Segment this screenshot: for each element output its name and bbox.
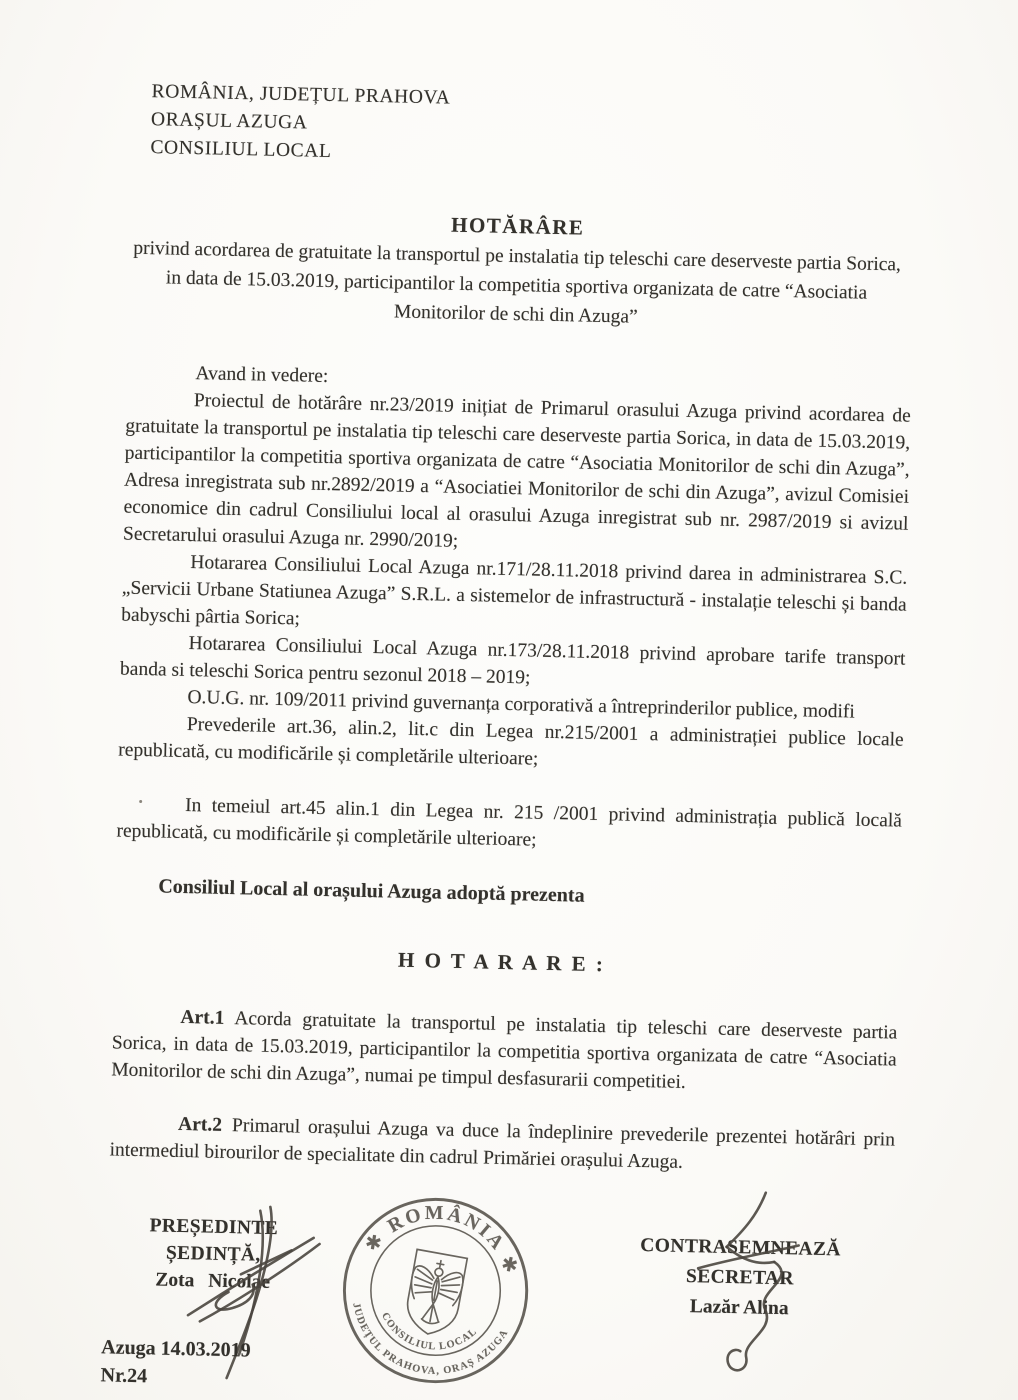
stamp-country-arc-text: ✱ ROMÂNIA ✱	[361, 1203, 522, 1279]
issuance-block	[100, 1333, 251, 1392]
preamble-paragraph-hcl-173: Hotararea Consiliului Local Azuga nr.173/28.11.2018 privind aprobare tarife transport banda si teleschi Sorica pentru sezonul 2018 – 2019;	[119, 633, 906, 689]
adoption-line: Consiliul Local al orașului Azuga adoptă prezenta	[158, 875, 585, 907]
article-2-label: Art.2	[177, 1113, 223, 1136]
subtitle-line-2: in data de 15.03.2019, participantilor la competitia sportiva organizata de catre “Asociatia	[165, 267, 868, 304]
article-1-label: Art.1	[180, 1006, 225, 1029]
issuing-authority-block	[150, 78, 1018, 181]
article-1	[111, 1002, 898, 1100]
article-2	[109, 1109, 895, 1180]
signature-section	[0, 1181, 1006, 1400]
subtitle-line-3: Monitorilor de schi din Azuga”	[393, 301, 638, 328]
legal-basis-paragraph: In temeiul art.45 alin.1 din Legea nr. 215 /2001 privind administrația publică locală republicată, cu modificările și completările ulterioare;	[116, 794, 903, 851]
scan-speck	[139, 800, 142, 803]
president-name: Zota Nicolae	[155, 1269, 271, 1293]
issue-place-date: Azuga 14.03.2019	[101, 1336, 251, 1362]
document-title: HOTĂRÂRE	[450, 212, 585, 240]
preamble-paragraph-project: Proiectul de hotărâre nr.23/2019 inițiat de Primarul orasului Azuga privind acordarea de gratuitate la transportul pe instalatia tip teleschi care deserveste partia Sorica, in data de 15.03.2019, participantilor la competitia sportiva organizata de catre “Asociatia Monitorilor de schi din Azuga”, Adresa inregistrata sub nr.2892/2019 a “Asociatiei Monitorilor de schi din Azuga”, avizul Comisiei economice din cadrul Consiliului local al orasului Azuga inregistrat sub nr. 2987/2019 si avizul Secretarului orasului Azuga nr. 2990/2019;	[122, 390, 911, 552]
secretary-handwritten-signature	[684, 1188, 808, 1389]
article-1-text: Acorda gratuitate la transportul pe instalatia tip teleschi care deserveste partia Sorica, in data de 15.03.2019, participantilor la competitia sportiva organizata de catre “Asociatia Monitorilor de schi din Azuga”, numai pe timpul desfasurarii competitiei.	[111, 1008, 898, 1093]
issue-number: Nr.24	[100, 1364, 148, 1388]
coat-of-arms-eagle	[403, 1249, 468, 1338]
stamp-county-arc-text: JUDEȚUL PRAHOVA, ORAȘ AZUGA	[350, 1301, 511, 1377]
decision-heading: H O T A R A R E :	[397, 947, 606, 977]
article-2-text: Primarul orașului Azuga va duce la îndeplinire prevederile prezentei hotărâri prin intermediul birourilor de specialitate din cadrul Primăriei orașului Azuga.	[109, 1115, 896, 1173]
preamble-paragraph-law-215: Prevederile art.36, alin.2, lit.c din Legea nr.215/2001 a administrației publice locale republicată, cu modificările și completările ulterioare;	[118, 713, 904, 770]
preamble-paragraph-oug-109: O.U.G. nr. 109/2011 privind guvernanța corporativă a întreprinderilor publice, modifi	[187, 687, 856, 723]
subtitle-line-1: privind acordarea de gratuitate la transportul pe instalatia tip teleschi care deserveste partia Sorica,	[133, 237, 902, 276]
authority-line-town: ORAȘUL AZUGA	[150, 109, 308, 134]
preamble-intro: Avand in vedere:	[195, 363, 329, 387]
secretary-role: CONTRASEMNEAZĂ SECRETAR	[640, 1235, 842, 1290]
secretary-name: Lazăr Alina	[689, 1296, 789, 1320]
preamble-paragraph-hcl-171: Hotararea Consiliului Local Azuga nr.171/28.11.2018 privind darea in administrarea S.C. „Servicii Urbane Statiunea Azuga” S.R.L. a sistemelor de infrastructură - instalație teleschi și banda babyschi pârtia Sorica;	[121, 552, 908, 630]
president-role: PREȘEDINTE ȘEDINȚĂ,	[149, 1215, 279, 1266]
official-round-stamp	[322, 1177, 550, 1400]
authority-line-country: ROMÂNIA, JUDEȚUL PRAHOVA	[151, 81, 451, 109]
authority-line-council: CONSILIUL LOCAL	[150, 137, 332, 163]
stamp-council-arc-text: CONSILIUL LOCAL	[379, 1310, 480, 1353]
